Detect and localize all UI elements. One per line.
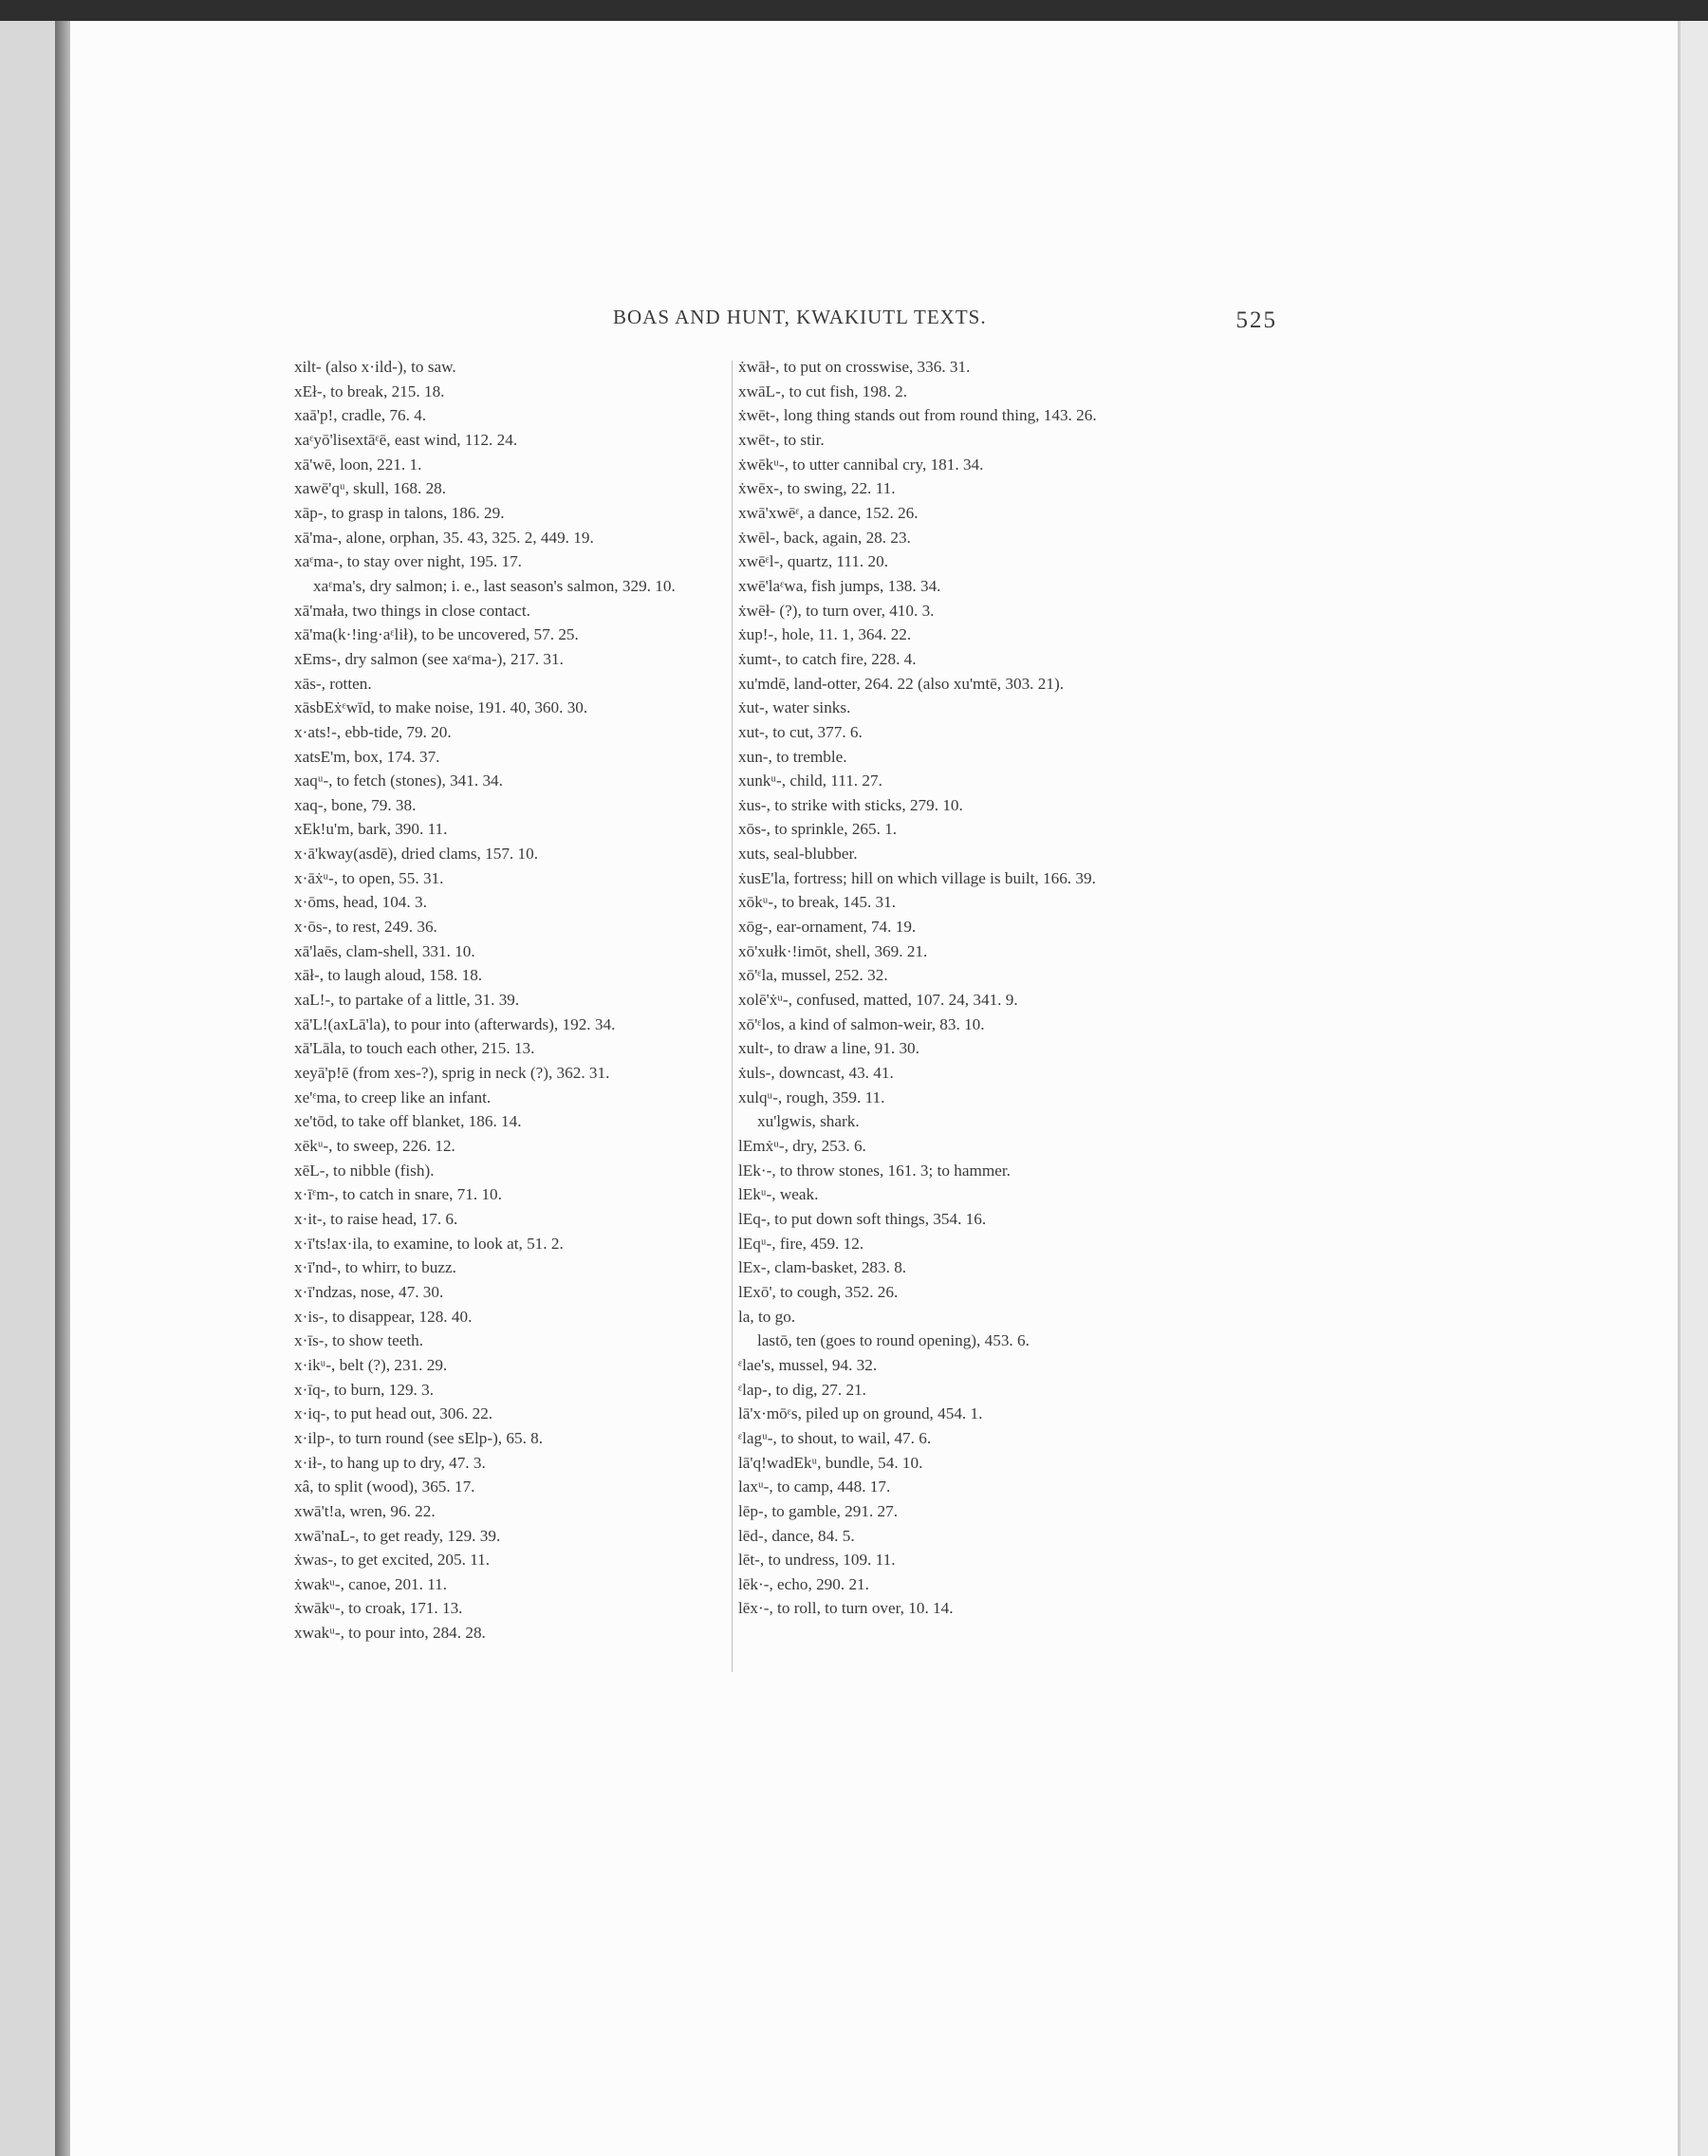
spine-shadow bbox=[55, 21, 70, 2156]
dictionary-entry: x·īᵋm-, to catch in snare, 71. 10. bbox=[294, 1185, 502, 1204]
dictionary-entry: xēkᵘ-, to sweep, 226. 12. bbox=[294, 1137, 455, 1155]
dictionary-entry: x·iq-, to put head out, 306. 22. bbox=[294, 1404, 493, 1423]
dictionary-entry: ẋwēl-, back, again, 28. 23. bbox=[738, 528, 911, 547]
dictionary-entry: xulqᵘ-, rough, 359. 11. bbox=[738, 1087, 885, 1106]
dictionary-entry: lā'x·mōᵋs, piled up on ground, 454. 1. bbox=[738, 1404, 983, 1423]
dictionary-entry: x·ōms, head, 104. 3. bbox=[294, 893, 427, 912]
dictionary-entry: xā'ma(k·!ing·aᵋlił), to be uncovered, 57. 25. bbox=[294, 625, 579, 644]
dictionary-entry: ẋwakᵘ-, canoe, 201. 11. bbox=[294, 1574, 448, 1593]
dictionary-entry: xā'L!(axLā'la), to pour into (afterwards), 192. 34. bbox=[294, 1014, 616, 1033]
dictionary-entry: xeyā'p!ē (from xes-?), sprig in neck (?), 362. 31. bbox=[294, 1064, 610, 1083]
page-edge bbox=[1678, 21, 1708, 2156]
dictionary-entry: lēp-, to gamble, 291. 27. bbox=[738, 1501, 899, 1520]
dictionary-entry: xāp-, to grasp in talons, 186. 29. bbox=[294, 503, 505, 522]
dictionary-entry: ẋus-, to strike with sticks, 279. 10. bbox=[738, 795, 963, 814]
dictionary-entry: x·ats!-, ebb-tide, 79. 20. bbox=[294, 722, 452, 741]
dictionary-entry: xaL!-, to partake of a little, 31. 39. bbox=[294, 991, 520, 1010]
dictionary-entry: xōg-, ear-ornament, 74. 19. bbox=[738, 918, 917, 937]
column-rule bbox=[732, 361, 733, 1672]
dictionary-entry: xilt- (also x·ild-), to saw. bbox=[294, 358, 456, 376]
dictionary-entry: ẋwāł-, to put on crosswise, 336. 31. bbox=[738, 358, 971, 376]
right-column bbox=[738, 355, 1177, 1621]
dictionary-entry: x·ił-, to hang up to dry, 47. 3. bbox=[294, 1453, 486, 1472]
dictionary-entry: ᵋlap-, to dig, 27. 21. bbox=[738, 1380, 866, 1399]
dictionary-entry: ẋuls-, downcast, 43. 41. bbox=[738, 1064, 894, 1083]
dictionary-entry: ẋusE'la, fortress; hill on which village is built, 166. 39. bbox=[738, 868, 1096, 887]
dictionary-entry: xaᵋma's, dry salmon; i. e., last season's salmon, 329. 10. bbox=[313, 576, 676, 595]
dictionary-entry: lēx·-, to roll, to turn over, 10. 14. bbox=[738, 1599, 954, 1618]
dictionary-entry: xāsbEẋᵋwīd, to make noise, 191. 40, 360. 30. bbox=[294, 698, 588, 717]
dictionary-entry: xe'ᵋma, to creep like an infant. bbox=[294, 1087, 492, 1106]
dictionary-entry: x·ī'ts!ax·ila, to examine, to look at, 51. 2. bbox=[294, 1234, 564, 1253]
dictionary-entry: xō'xułk·!imōt, shell, 369. 21. bbox=[738, 941, 928, 960]
dictionary-entry: xaᵋma-, to stay over night, 195. 17. bbox=[294, 552, 522, 571]
dictionary-entry: xaā'p!, cradle, 76. 4. bbox=[294, 406, 427, 425]
dictionary-entry: x·ī'ndzas, nose, 47. 30. bbox=[294, 1282, 444, 1301]
dictionary-entry: xuts, seal-blubber. bbox=[738, 845, 858, 864]
page-number: 525 bbox=[1235, 307, 1277, 333]
dictionary-entry: xā'laēs, clam-shell, 331. 10. bbox=[294, 941, 475, 960]
dictionary-entry: ẋwēx-, to swing, 22. 11. bbox=[738, 479, 896, 498]
dictionary-entry: x·is-, to disappear, 128. 40. bbox=[294, 1307, 473, 1326]
dictionary-entry: lastō, ten (goes to round opening), 453. 6. bbox=[757, 1331, 1030, 1350]
dictionary-entry: xwā't!a, wren, 96. 22. bbox=[294, 1501, 436, 1520]
dictionary-entry: xun-, to tremble. bbox=[738, 747, 847, 766]
dictionary-entry: x·āẋᵘ-, to open, 55. 31. bbox=[294, 868, 444, 887]
dictionary-entry: xunkᵘ-, child, 111. 27. bbox=[738, 771, 882, 790]
dictionary-entry: laxᵘ-, to camp, 448. 17. bbox=[738, 1478, 891, 1496]
dictionary-entry: lEq-, to put down soft things, 354. 16. bbox=[738, 1209, 987, 1228]
dictionary-entry: ẋut-, water sinks. bbox=[738, 698, 851, 717]
dictionary-entry: xā'Lāla, to touch each other, 215. 13. bbox=[294, 1039, 535, 1058]
dictionary-entry: x·ī'nd-, to whirr, to buzz. bbox=[294, 1258, 456, 1277]
dictionary-entry: xō'ᵋla, mussel, 252. 32. bbox=[738, 966, 888, 985]
dictionary-entry: ẋwas-, to get excited, 205. 11. bbox=[294, 1551, 491, 1570]
dictionary-entry: xō'ᵋlos, a kind of salmon-weir, 83. 10. bbox=[738, 1014, 985, 1033]
dictionary-entry: ẋwēt-, long thing stands out from round thing, 143. 26. bbox=[738, 406, 1097, 425]
dictionary-entry: x·ikᵘ-, belt (?), 231. 29. bbox=[294, 1355, 448, 1374]
dictionary-entry: lēd-, dance, 84. 5. bbox=[738, 1526, 855, 1545]
dictionary-entry: xwā'xwēᵋ, a dance, 152. 26. bbox=[738, 503, 919, 522]
dictionary-entry: xēL-, to nibble (fish). bbox=[294, 1161, 435, 1180]
dictionary-entry: xā'wē, loon, 221. 1. bbox=[294, 455, 422, 474]
dictionary-entry: xā'mała, two things in close contact. bbox=[294, 601, 530, 620]
dictionary-entry: ẋwēkᵘ-, to utter cannibal cry, 181. 34. bbox=[738, 455, 984, 474]
dictionary-entry: xEms-, dry salmon (see xaᵋma-), 217. 31. bbox=[294, 649, 564, 668]
dictionary-entry: xâ, to split (wood), 365. 17. bbox=[294, 1478, 475, 1496]
dictionary-entry: xwakᵘ-, to pour into, 284. 28. bbox=[294, 1624, 486, 1643]
dictionary-entry: x·ilp-, to turn round (see sElp-), 65. 8. bbox=[294, 1428, 544, 1447]
dictionary-entry: xe'tōd, to take off blanket, 186. 14. bbox=[294, 1112, 522, 1131]
dictionary-entry: lEx-, clam-basket, 283. 8. bbox=[738, 1258, 907, 1277]
dictionary-entry: xwēᵋl-, quartz, 111. 20. bbox=[738, 552, 889, 571]
dictionary-entry: lēt-, to undress, 109. 11. bbox=[738, 1551, 896, 1570]
dictionary-entry: xut-, to cut, 377. 6. bbox=[738, 722, 863, 741]
dictionary-entry: lEkᵘ-, weak. bbox=[738, 1185, 819, 1204]
book-spine bbox=[0, 21, 55, 2156]
dictionary-entry: xāł-, to laugh aloud, 158. 18. bbox=[294, 966, 483, 985]
dictionary-entry: xaqᵘ-, to fetch (stones), 341. 34. bbox=[294, 771, 503, 790]
scan-top-edge bbox=[0, 0, 1708, 21]
dictionary-entry: x·ā'kway(asdē), dried clams, 157. 10. bbox=[294, 845, 539, 864]
dictionary-entry: lExō', to cough, 352. 26. bbox=[738, 1282, 899, 1301]
dictionary-entry: xās-, rotten. bbox=[294, 674, 372, 693]
dictionary-entry: x·ōs-, to rest, 249. 36. bbox=[294, 918, 437, 937]
dictionary-entry: ẋumt-, to catch fire, 228. 4. bbox=[738, 649, 917, 668]
dictionary-entry: xawē'qᵘ, skull, 168. 28. bbox=[294, 479, 447, 498]
dictionary-entry: ẋwēł- (?), to turn over, 410. 3. bbox=[738, 601, 935, 620]
dictionary-entry: xolē'ẋᵘ-, confused, matted, 107. 24, 341. 9. bbox=[738, 991, 1018, 1010]
dictionary-entry: la, to go. bbox=[738, 1307, 796, 1326]
running-title: BOAS AND HUNT, KWAKIUTL TEXTS. bbox=[613, 306, 987, 328]
page-header bbox=[518, 306, 1277, 340]
dictionary-entry: ᵋlagᵘ-, to shout, to wail, 47. 6. bbox=[738, 1428, 932, 1447]
dictionary-entry: xu'lgwis, shark. bbox=[757, 1112, 860, 1131]
dictionary-entry: lā'q!wadEkᵘ, bundle, 54. 10. bbox=[738, 1453, 923, 1472]
dictionary-entry: x·īs-, to show teeth. bbox=[294, 1331, 424, 1350]
dictionary-entry: lēk·-, echo, 290. 21. bbox=[738, 1574, 869, 1593]
dictionary-entry: xōs-, to sprinkle, 265. 1. bbox=[738, 820, 898, 839]
left-column bbox=[294, 355, 731, 1645]
dictionary-entry: xwē'laᵋwa, fish jumps, 138. 34. bbox=[738, 576, 941, 595]
dictionary-entry: xatsE'm, box, 174. 37. bbox=[294, 747, 440, 766]
dictionary-entry: ẋwākᵘ-, to croak, 171. 13. bbox=[294, 1599, 463, 1618]
dictionary-entry: x·it-, to raise head, 17. 6. bbox=[294, 1209, 458, 1228]
dictionary-entry: xaᵋyō'lisextāᵋē, east wind, 112. 24. bbox=[294, 430, 518, 449]
dictionary-entry: lEqᵘ-, fire, 459. 12. bbox=[738, 1234, 864, 1253]
dictionary-entry: xult-, to draw a line, 91. 30. bbox=[738, 1039, 919, 1058]
dictionary-entry: xEk!u'm, bark, 390. 11. bbox=[294, 820, 448, 839]
dictionary-entry: lEmẋᵘ-, dry, 253. 6. bbox=[738, 1137, 866, 1155]
dictionary-entry: xaq-, bone, 79. 38. bbox=[294, 795, 417, 814]
dictionary-entry: lEk·-, to throw stones, 161. 3; to hammer. bbox=[738, 1161, 1011, 1180]
dictionary-entry: xu'mdē, land-otter, 264. 22 (also xu'mtē, 303. 21). bbox=[738, 674, 1064, 693]
dictionary-entry: xwā'naL-, to get ready, 129. 39. bbox=[294, 1526, 501, 1545]
dictionary-entry: xā'ma-, alone, orphan, 35. 43, 325. 2, 449. 19. bbox=[294, 528, 594, 547]
dictionary-entry: xōkᵘ-, to break, 145. 31. bbox=[738, 893, 897, 912]
dictionary-entry: ᵋlae's, mussel, 94. 32. bbox=[738, 1355, 878, 1374]
dictionary-entry: x·īq-, to burn, 129. 3. bbox=[294, 1380, 435, 1399]
dictionary-entry: xEł-, to break, 215. 18. bbox=[294, 381, 445, 400]
dictionary-entry: xwāL-, to cut fish, 198. 2. bbox=[738, 381, 908, 400]
dictionary-entry: ẋup!-, hole, 11. 1, 364. 22. bbox=[738, 625, 912, 644]
dictionary-entry: xwēt-, to stir. bbox=[738, 430, 825, 449]
